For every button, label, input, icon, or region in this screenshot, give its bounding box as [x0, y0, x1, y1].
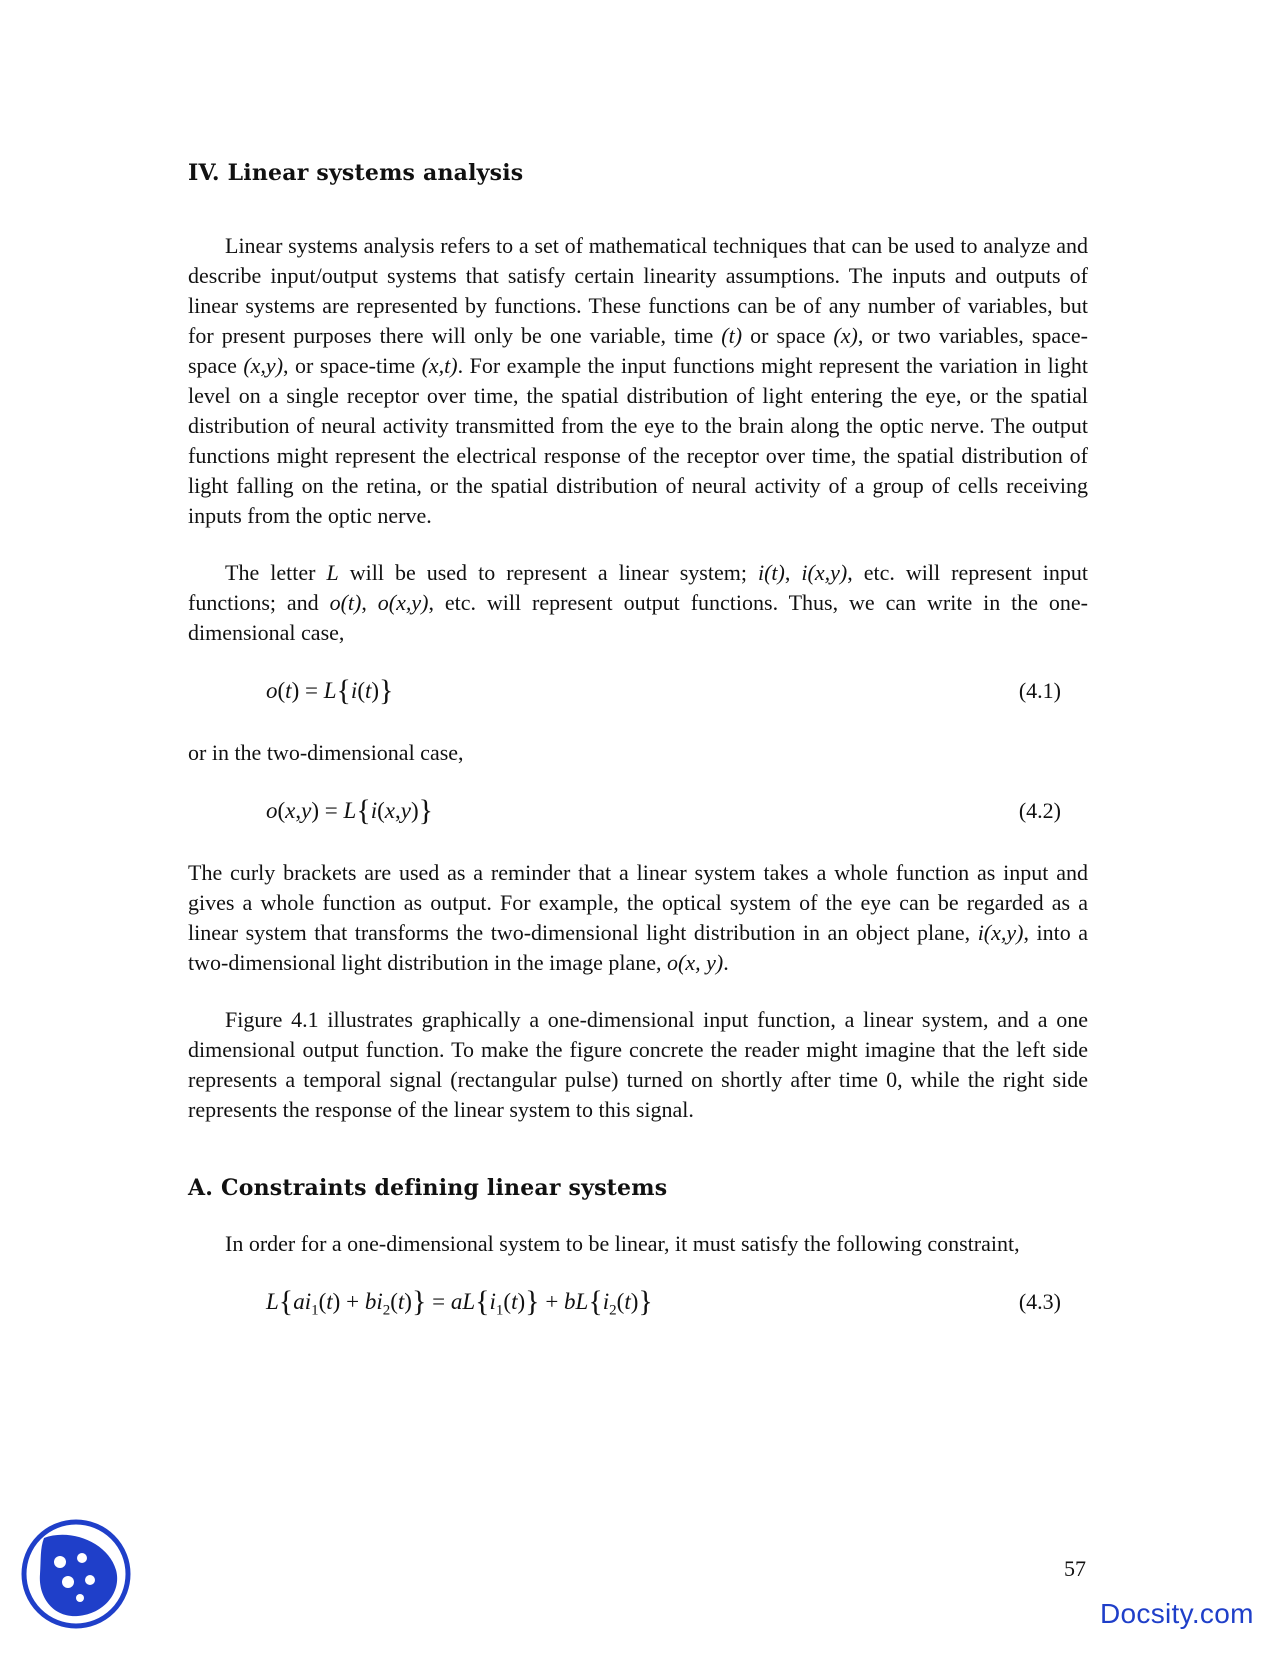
equation-number: (4.3) [1018, 1289, 1061, 1314]
paragraph-two-dim: or in the two-dimensional case, [188, 740, 464, 765]
paragraph-constraint: In order for a one-dimensional system to be linear, it must satisfy the following constraint, [225, 1231, 1020, 1256]
paragraph-intro: Linear systems analysis refers to a set of mathematical techniques that can be used to analyze and describe input/output systems that satisfy certain linearity assumptions. The inputs and outputs of linear systems are represented by functions. These functions can be of any number of variables, but for present purposes there will only be one variable, time (t) or space (x), or two variables, space-space (x,y), or space-time (x,t). For example the input functions might represent the variation in light level on a single receptor over time, the spatial distribution of light entering the eye, or the spatial distribution of neural activity transmitted from the eye to the brain along the optic nerve. The output functions might represent the electrical response of the receptor over time, the spatial distribution of light falling on the retina, or the spatial distribution of neural activity of a group of cells receiving inputs from the optic nerve. [188, 233, 1088, 528]
subsection-title: A. Constraints defining linear systems [188, 1175, 668, 1201]
equation-4-1: o(t) = L{i(t)} (4.1) [266, 674, 1061, 707]
paragraph-notation: The letter L will be used to represent a linear system; i(t), i(x,y), etc. will represent input functions; and o(t), o(x,y), etc. will represent output functions. Thus, we can write in the one-dimensional case, [188, 560, 1089, 645]
section-title: IV. Linear systems analysis [188, 160, 524, 186]
equation-4-3: $L\{ai_1(t) + bi_2(t)\} = aL\{i_1(t)\} + bL\{i_2(t)\}$ (4.3) [266, 1285, 1061, 1319]
paragraph-curly-brackets: The curly brackets are used as a reminder that a linear system takes a whole function as input and gives a whole function as output. For example, the optical system of the eye can be regarded as a linear system that transforms the two-dimensional light distribution in an object plane, i(x,y), into a two-dimensional light distribution in the image plane, o(x, y). [188, 860, 1088, 975]
document-page [188, 160, 1088, 1317]
equation-4-2: o(x,y) = L{i(x,y)} (4.2) [266, 794, 1061, 827]
paragraph-figure-description: Figure 4.1 illustrates graphically a one-dimensional input function, a linear system, and a one dimensional output function. To make the figure concrete the reader might imagine that the left side represents a temporal signal (rectangular pulse) turned on shortly after time 0, while the right side represents the response of the linear system to this signal. [188, 1007, 1088, 1122]
docsity-logo-icon [20, 1518, 132, 1630]
docsity-link[interactable]: Docsity.com [1100, 1598, 1254, 1629]
equation-number: (4.1) [1018, 678, 1061, 703]
page-number: 57 [1064, 1556, 1086, 1581]
equation-number: (4.2) [1018, 798, 1061, 823]
